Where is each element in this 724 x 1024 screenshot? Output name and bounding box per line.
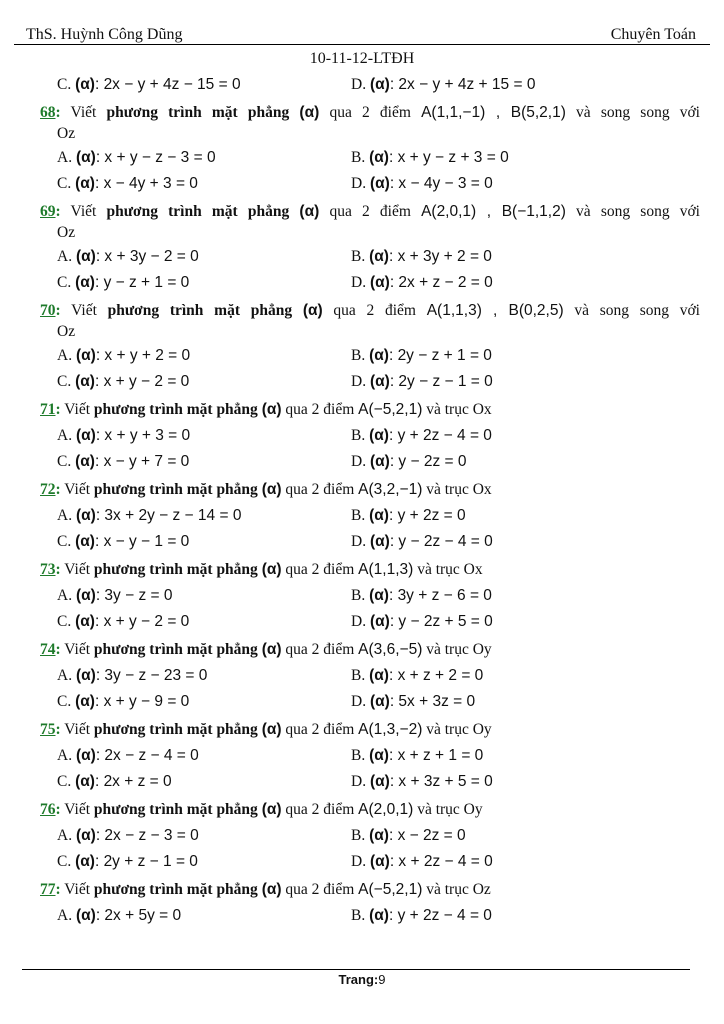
option-c [40, 274, 351, 292]
question-colon: : [55, 720, 61, 738]
question-colon: : [55, 202, 61, 220]
option-label: D. [351, 175, 367, 193]
option-d [351, 274, 493, 292]
question-68 [40, 100, 700, 126]
question-number: 75 [40, 720, 56, 738]
question-axis: và trục Oz [422, 880, 491, 898]
question-colon: : [55, 400, 61, 418]
option-a [40, 427, 351, 445]
option-label: B. [351, 247, 366, 265]
option-d [351, 533, 493, 551]
option-row [40, 849, 700, 876]
option-equation: : x + 3y + 2 = 0 [388, 247, 492, 265]
question-73 [40, 557, 700, 583]
option-a [40, 667, 351, 685]
option-equation: : x + y − 2 = 0 [94, 613, 190, 631]
question-71 [40, 397, 700, 423]
option-equation: : y − 2z = 0 [389, 453, 467, 471]
option-label: D. [351, 853, 367, 871]
question-keyword: phương trình mặt phẳng [93, 800, 258, 818]
plane-symbol: (α) [75, 373, 95, 391]
option-label: D. [351, 274, 367, 292]
option-label: D. [351, 373, 367, 391]
plane-symbol: (α) [369, 346, 389, 364]
option-label: A. [57, 826, 73, 844]
option-row [40, 449, 700, 476]
question-number: 68 [40, 103, 56, 121]
question-through: qua 2 điểm [281, 480, 359, 498]
option-row [40, 244, 700, 271]
plane-symbol: (α) [75, 586, 96, 604]
question-through: qua 2 điểm [281, 800, 359, 818]
option-label: C. [57, 373, 72, 391]
option-label: C. [57, 693, 72, 711]
option-equation: : y − 2z + 5 = 0 [389, 613, 493, 631]
option-label: D. [351, 453, 367, 471]
option-a [40, 907, 351, 925]
option-equation: : 2y − z − 1 = 0 [389, 373, 493, 391]
plane-symbol: (α) [369, 746, 389, 764]
option-label: C. [57, 274, 72, 292]
plane-symbol: (α) [75, 666, 96, 684]
plane-symbol: (α) [369, 853, 390, 871]
question-colon: : [55, 103, 61, 121]
plane-symbol: (α) [75, 175, 95, 193]
option-equation: : x + y − 9 = 0 [94, 693, 190, 711]
option-label: A. [57, 426, 73, 444]
option-label: B. [351, 346, 366, 364]
option-equation: : y + 2z − 4 = 0 [388, 426, 492, 444]
option-row [40, 823, 700, 850]
header-divider [14, 44, 710, 45]
question-colon: : [55, 800, 61, 818]
option-label: C. [57, 533, 72, 551]
option-equation: : 2x − z − 3 = 0 [95, 826, 199, 844]
option-d [351, 175, 493, 193]
option-row [40, 343, 700, 370]
option-equation: : x + z + 1 = 0 [388, 746, 484, 764]
option-label: D. [351, 533, 367, 551]
subject-label: Chuyên Toán [610, 26, 696, 43]
question-number: 73 [40, 560, 56, 578]
option-equation: : 2x + z = 0 [94, 773, 172, 791]
option-a [40, 347, 351, 365]
question-colon: : [55, 480, 61, 498]
plane-symbol: (α) [369, 666, 389, 684]
question-points: A(3,2,−1) [358, 480, 423, 498]
option-equation: : x + z + 2 = 0 [388, 666, 484, 684]
plane-symbol: (α) [369, 426, 389, 444]
question-points: A(2,0,1) [358, 800, 414, 818]
option-equation: : 2y − z + 1 = 0 [388, 346, 492, 364]
option-b [351, 667, 483, 685]
question-keyword: phương trình mặt phẳng [106, 103, 290, 121]
plane-symbol: (α) [75, 693, 95, 711]
option-equation: : y + 2z = 0 [388, 506, 466, 524]
option-equation: : y − 2z − 4 = 0 [389, 533, 493, 551]
question-continuation: Oz [57, 124, 76, 142]
option-label: C. [57, 853, 72, 871]
question-keyword: phương trình mặt phẳng [93, 480, 258, 498]
option-equation: : x + y − z − 3 = 0 [95, 148, 216, 166]
plane-symbol: (α) [261, 720, 282, 738]
plane-symbol: (α) [75, 826, 96, 844]
option-equation: : x + 3z + 5 = 0 [389, 773, 493, 791]
plane-symbol: (α) [299, 202, 320, 220]
plane-symbol: (α) [75, 613, 95, 631]
option-a [40, 747, 351, 765]
question-axis: và trục Ox [422, 400, 492, 418]
plane-symbol: (α) [75, 533, 95, 551]
option-label: A. [57, 666, 73, 684]
plane-symbol: (α) [369, 453, 390, 471]
option-c [40, 613, 351, 631]
option-label: C. [57, 453, 72, 471]
option-b [351, 507, 466, 525]
question-parallel: và song song với [565, 103, 700, 121]
option-d [351, 453, 467, 471]
option-a [40, 248, 351, 266]
option-c [40, 175, 351, 193]
option-b [351, 827, 466, 845]
page-label: Trang: [338, 972, 379, 987]
option-label: D. [351, 693, 367, 711]
plane-symbol: (α) [75, 906, 96, 924]
plane-symbol: (α) [75, 746, 96, 764]
plane-symbol: (α) [369, 693, 390, 711]
option-row [40, 529, 700, 556]
plane-symbol: (α) [75, 274, 95, 292]
option-c [40, 533, 351, 551]
option-d: D. (α): 2x − y + 4z + 15 = 0 [351, 76, 536, 94]
option-label: B. [351, 148, 366, 166]
question-points: A(1,1,3) [358, 560, 414, 578]
option-label: A. [57, 247, 73, 265]
option-c: C. (α): 2x − y + 4z − 15 = 0 [57, 76, 241, 94]
option-equation: : 3x + 2y − z − 14 = 0 [95, 506, 242, 524]
option-label: B. [351, 506, 366, 524]
question-number: 76 [40, 800, 56, 818]
question-points: A(2,0,1) , B(−1,1,2) [421, 202, 566, 220]
question-continuation: Oz [57, 322, 76, 340]
option-label: B. [351, 586, 366, 604]
question-through: qua 2 điểm [281, 400, 359, 418]
plane-symbol: (α) [369, 533, 390, 551]
option-label: A. [57, 586, 73, 604]
option-b [351, 427, 492, 445]
plane-symbol: (α) [261, 880, 282, 898]
plane-symbol: (α) [75, 148, 96, 166]
option-equation: : 3y + z − 6 = 0 [388, 586, 492, 604]
question-keyword: phương trình mặt phẳng [93, 880, 258, 898]
page-number: 9 [378, 972, 386, 987]
option-equation: : x − y − 1 = 0 [94, 533, 190, 551]
plane-symbol: (α) [369, 906, 389, 924]
question-colon: : [55, 880, 61, 898]
option-equation: : x + 3y − 2 = 0 [95, 247, 199, 265]
plane-symbol: (α) [369, 826, 389, 844]
question-keyword: phương trình mặt phẳng [93, 560, 258, 578]
option-equation: : 2x − z − 4 = 0 [95, 746, 199, 764]
question-points: A(1,3,−2) [358, 720, 423, 738]
plane-symbol: (α) [75, 773, 95, 791]
option-equation: : x − 2z = 0 [388, 826, 466, 844]
plane-symbol: (α) [261, 800, 282, 818]
option-b [351, 587, 492, 605]
question-axis: và trục Oy [422, 720, 492, 738]
option-label: B. [351, 426, 366, 444]
option-c [40, 773, 351, 791]
option-equation: : 2x + z − 2 = 0 [389, 274, 493, 292]
option-label: D. [351, 613, 367, 631]
page-footer [0, 972, 724, 987]
plane-symbol: (α) [369, 613, 390, 631]
question-colon: : [55, 301, 61, 319]
question-through: qua 2 điểm [281, 560, 359, 578]
author-name: ThS. Huỳnh Công Dũng [26, 26, 183, 43]
question-list [40, 72, 700, 929]
option-equation: : x + y + 3 = 0 [95, 426, 191, 444]
option-label: C. [57, 613, 72, 631]
grade-label: 10-11-12-LTĐH [309, 50, 415, 67]
option-equation: : x − 4y − 3 = 0 [389, 175, 493, 193]
question-parallel: và song song với [565, 202, 700, 220]
option-equation: : 5x + 3z = 0 [389, 693, 476, 711]
question-74 [40, 637, 700, 663]
option-label: A. [57, 148, 73, 166]
question-77 [40, 877, 700, 903]
option-a [40, 149, 351, 167]
question-69 [40, 199, 700, 225]
plane-symbol: (α) [369, 148, 389, 166]
question-through: qua 2 điểm [322, 301, 427, 319]
plane-symbol: (α) [369, 586, 389, 604]
question-verb: Viết [60, 560, 94, 578]
question-verb: Viết [60, 640, 94, 658]
question-points: A(3,6,−5) [358, 640, 423, 658]
question-number: 69 [40, 202, 56, 220]
plane-symbol: (α) [302, 301, 323, 319]
option-c [40, 693, 351, 711]
option-equation: : x + y − z + 3 = 0 [388, 148, 509, 166]
question-continuation: Oz [57, 223, 76, 241]
option-equation: : x − 4y + 3 = 0 [94, 175, 198, 193]
question-number: 74 [40, 640, 56, 658]
question-through: qua 2 điểm [281, 880, 359, 898]
question-verb: Viết [60, 720, 94, 738]
option-b [351, 907, 492, 925]
option-row [40, 583, 700, 610]
plane-symbol: (α) [75, 346, 96, 364]
option-d [351, 693, 475, 711]
question-through: qua 2 điểm [281, 640, 359, 658]
question-verb: Viết [60, 301, 108, 319]
option-d [351, 373, 493, 391]
option-row [40, 769, 700, 796]
question-axis: và trục Ox [413, 560, 483, 578]
question-keyword: phương trình mặt phẳng [93, 720, 258, 738]
option-equation: : x − y + 7 = 0 [94, 453, 190, 471]
plane-symbol: (α) [75, 506, 96, 524]
plane-symbol: (α) [75, 247, 96, 265]
option-row [40, 689, 700, 716]
option-label: C. [57, 175, 72, 193]
option-row [40, 72, 700, 99]
question-axis: và trục Oy [413, 800, 483, 818]
option-b [351, 149, 509, 167]
plane-symbol: (α) [75, 853, 95, 871]
option-label: B. [351, 906, 366, 924]
plane-symbol: (α) [369, 373, 390, 391]
option-equation: : y + 2z − 4 = 0 [388, 906, 492, 924]
question-keyword: phương trình mặt phẳng [107, 301, 293, 319]
question-keyword: phương trình mặt phẳng [106, 202, 290, 220]
page-header [0, 0, 724, 72]
plane-symbol: (α) [369, 274, 390, 292]
option-label: B. [351, 666, 366, 684]
option-row [40, 503, 700, 530]
question-verb: Viết [60, 103, 107, 121]
question-keyword: phương trình mặt phẳng [93, 640, 258, 658]
question-76 [40, 797, 700, 823]
option-c [40, 853, 351, 871]
option-b [351, 747, 483, 765]
question-number: 70 [40, 301, 56, 319]
plane-symbol: (α) [75, 453, 95, 471]
question-verb: Viết [60, 800, 94, 818]
question-points: A(−5,2,1) [358, 400, 423, 418]
plane-symbol: (α) [75, 426, 96, 444]
option-label: A. [57, 906, 73, 924]
option-row [40, 903, 700, 930]
option-row [40, 270, 700, 297]
question-verb: Viết [60, 880, 94, 898]
question-through: qua 2 điểm [319, 202, 422, 220]
option-equation: : 3y − z − 23 = 0 [95, 666, 208, 684]
option-equation: : x + 2z − 4 = 0 [389, 853, 493, 871]
plane-symbol: (α) [261, 480, 282, 498]
option-label: C. [57, 773, 72, 791]
question-number: 72 [40, 480, 56, 498]
plane-symbol: (α) [261, 640, 282, 658]
option-equation: : x + y − 2 = 0 [94, 373, 190, 391]
option-label: A. [57, 746, 73, 764]
option-equation: : y − z + 1 = 0 [94, 274, 190, 292]
option-row [40, 743, 700, 770]
plane-symbol: (α) [261, 560, 282, 578]
plane-symbol: (α) [369, 247, 389, 265]
option-a [40, 507, 351, 525]
question-points: A(1,1,3) , B(0,2,5) [426, 301, 564, 319]
question-keyword: phương trình mặt phẳng [93, 400, 258, 418]
question-75 [40, 717, 700, 743]
option-b [351, 347, 492, 365]
option-d [351, 773, 493, 791]
question-axis: và trục Oy [422, 640, 492, 658]
plane-symbol: (α) [261, 400, 282, 418]
plane-symbol: (α) [369, 506, 389, 524]
option-equation: : 3y − z = 0 [95, 586, 173, 604]
option-label: A. [57, 506, 73, 524]
question-colon: : [55, 560, 61, 578]
option-label: B. [351, 746, 366, 764]
question-number: 77 [40, 880, 56, 898]
option-d [351, 613, 493, 631]
option-label: B. [351, 826, 366, 844]
question-axis: và trục Ox [422, 480, 492, 498]
question-70 [40, 298, 700, 324]
option-d [351, 853, 493, 871]
option-b [351, 248, 492, 266]
option-c [40, 373, 351, 391]
option-row [40, 171, 700, 198]
option-equation: : 2x + 5y = 0 [95, 906, 182, 924]
question-through: qua 2 điểm [281, 720, 359, 738]
question-through: qua 2 điểm [319, 103, 422, 121]
question-colon: : [55, 640, 61, 658]
plane-symbol: (α) [369, 175, 390, 193]
option-a [40, 827, 351, 845]
question-verb: Viết [60, 480, 94, 498]
question-parallel: và song song với [563, 301, 700, 319]
question-points: A(1,1,−1) , B(5,2,1) [421, 103, 566, 121]
option-label: A. [57, 346, 73, 364]
plane-symbol: (α) [299, 103, 320, 121]
option-row [40, 369, 700, 396]
option-equation: : 2y + z − 1 = 0 [94, 853, 198, 871]
question-verb: Viết [60, 202, 107, 220]
option-label: D. [351, 773, 367, 791]
option-row [40, 423, 700, 450]
plane-symbol: (α) [369, 773, 390, 791]
question-verb: Viết [60, 400, 94, 418]
option-row [40, 609, 700, 636]
footer-divider [22, 969, 690, 970]
question-points: A(−5,2,1) [358, 880, 423, 898]
option-row [40, 663, 700, 690]
option-c [40, 453, 351, 471]
option-row [40, 145, 700, 172]
question-72 [40, 477, 700, 503]
option-equation: : x + y + 2 = 0 [95, 346, 191, 364]
question-number: 71 [40, 400, 56, 418]
option-a [40, 587, 351, 605]
